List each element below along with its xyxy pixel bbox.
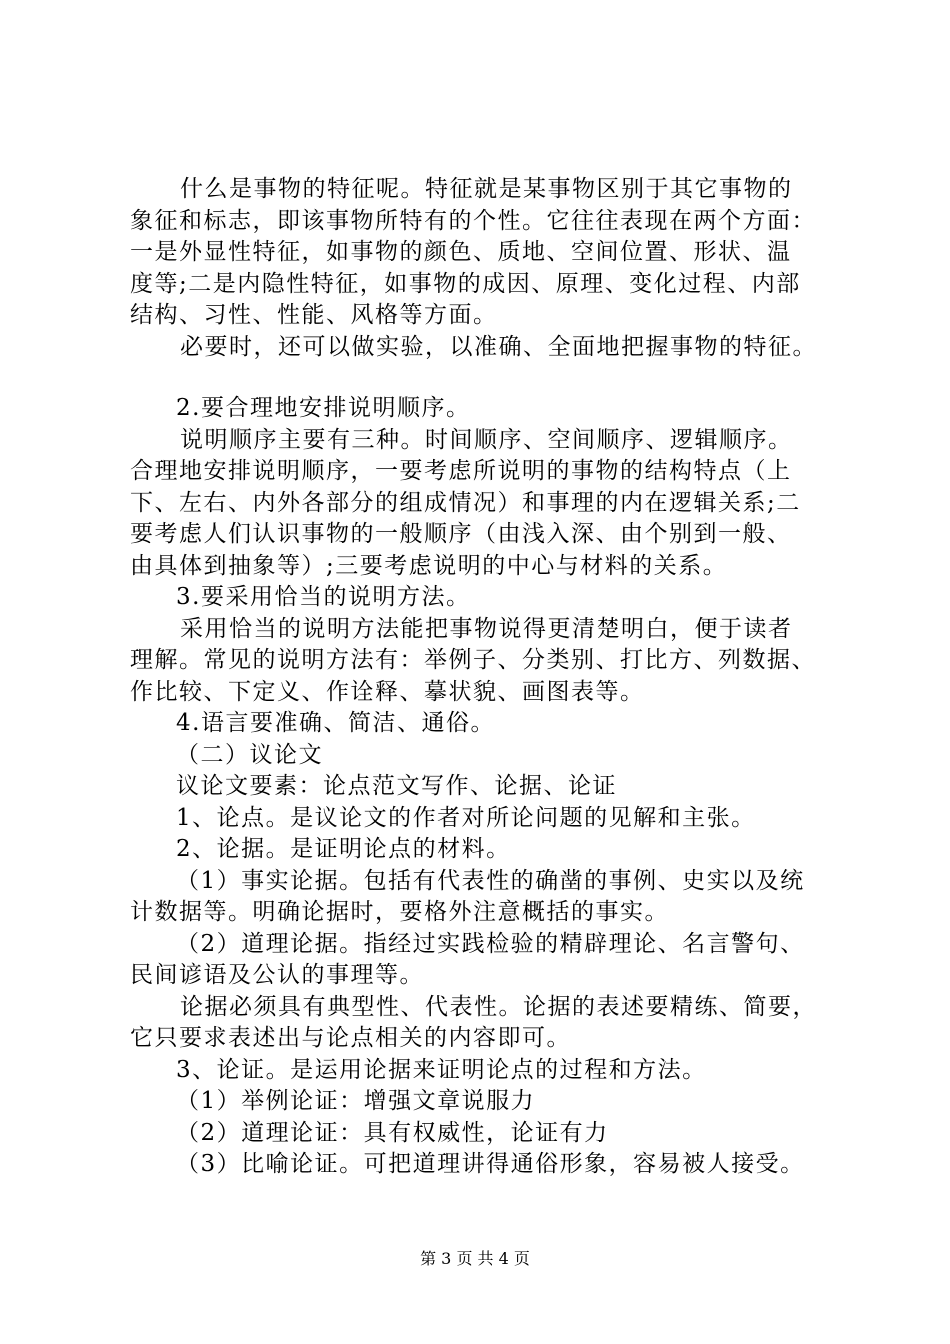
paragraph-elements [130,771,850,803]
paragraph-methods [130,614,850,709]
text-line: 4.语言要准确、简洁、通俗。 [176,710,495,736]
text-line: 民间谚语及公认的事理等。 [130,962,424,988]
text-line: 它只要求表述出与论点相关的内容即可。 [130,1025,571,1051]
text-line: 一是外显性特征，如事物的颜色、质地、空间位置、形状、温 [130,239,792,265]
text-line: （二）议论文 [176,741,323,768]
paragraph-gap [130,363,850,393]
text-line: 由具体到抽象等）;三要考虑说明的中心与材料的关系。 [130,552,728,579]
paragraph-factual-evidence [130,866,850,929]
paragraph-reasoning-evidence [130,929,850,992]
paragraph-metaphor-argument [130,1149,850,1181]
text-line: 采用恰当的说明方法能把事物说得更清楚明白，便于读者 [180,615,793,642]
text-line: 必要时，还可以做实验，以准确、全面地把握事物的特征。 [180,333,817,360]
paragraph-evidence [130,834,850,866]
text-line: （1）举例论证：增强文章说服力 [176,1088,536,1114]
document-body [130,174,850,1181]
text-line: 2、论据。是证明论点的材料。 [176,836,511,862]
paragraph-features [130,174,850,332]
page-number-footer: 第 3 页 共 4 页 [420,1249,530,1268]
text-line: 1、论点。是议论文的作者对所论问题的见解和主张。 [176,804,756,831]
text-line: 象征和标志，即该事物所特有的个性。它往往表现在两个方面： [130,207,816,234]
heading-order [130,393,850,425]
text-line: 3、论证。是运用论据来证明论点的过程和方法。 [176,1056,707,1083]
text-line: 要考虑人们认识事物的一般顺序（由浅入深、由个别到一般、 [130,521,792,547]
paragraph-reasoning-argument [130,1118,850,1150]
text-line: 理解。常见的说明方法有：举例子、分类别、打比方、列数据、 [130,647,816,673]
text-line: （2）道理论据。指经过实践检验的精辟理论、名言警句、 [176,930,805,957]
text-line: 计数据等。明确论据时，要格外注意概括的事实。 [130,899,669,925]
text-line: 什么是事物的特征呢。特征就是某事物区别于其它事物的 [180,176,793,202]
text-line: 度等;二是内隐性特征，如事物的成因、原理、变化过程、内部 [130,270,801,297]
paragraph-order [130,425,850,583]
text-line: 说明顺序主要有三种。时间顺序、空间顺序、逻辑顺序。 [180,426,793,453]
text-line: （2）道理论证：具有权威性，论证有力 [176,1119,609,1146]
paragraph-evidence-requirements [130,992,850,1055]
heading-language [130,708,850,740]
heading-methods [130,582,850,614]
text-line: 合理地安排说明顺序，一要考虑所说明的事物的结构特点（上 [130,458,792,484]
paragraph-argumentation [130,1055,850,1087]
paragraph-thesis [130,803,850,835]
heading-argumentative [130,740,850,772]
text-line: 议论文要素：论点范文写作、论据、论证 [176,773,617,799]
paragraph-experiment [130,332,850,364]
text-line: 作比较、下定义、作诠释、摹状貌、画图表等。 [130,678,645,705]
text-line: 3.要采用恰当的说明方法。 [176,584,471,610]
text-line: （1）事实论据。包括有代表性的确凿的事例、史实以及统 [176,867,805,894]
text-line: 论据必须具有典型性、代表性。论据的表述要精练、简要， [180,993,817,1020]
text-line: （3）比喻论证。可把道理讲得通俗形象，容易被人接受。 [176,1151,805,1177]
text-line: 2.要合理地安排说明顺序。 [176,395,471,421]
text-line: 结构、习性、性能、风格等方面。 [130,302,498,328]
text-line: 下、左右、内外各部分的组成情况）和事理的内在逻辑关系;二 [130,489,801,516]
paragraph-example-argument [130,1086,850,1118]
